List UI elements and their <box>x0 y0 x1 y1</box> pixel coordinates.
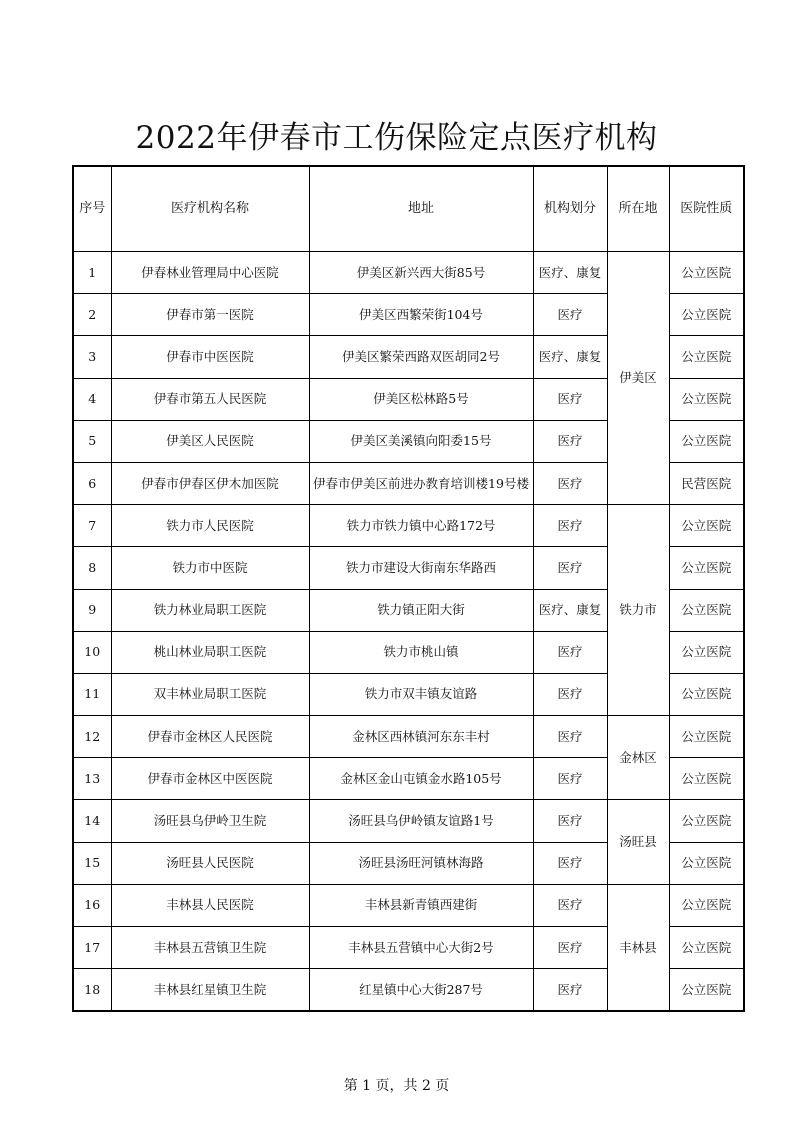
cell-nature: 公立医院 <box>669 378 744 420</box>
table-row <box>73 252 744 294</box>
header-index: 序号 <box>73 166 111 252</box>
cell-address: 铁力市桃山镇 <box>309 631 533 673</box>
cell-nature: 公立医院 <box>669 252 744 294</box>
cell-name: 伊春林业管理局中心医院 <box>111 252 309 294</box>
cell-name: 双丰林业局职工医院 <box>111 673 309 715</box>
cell-category: 医疗、康复 <box>533 589 607 631</box>
table-row <box>73 716 744 758</box>
cell-nature: 公立医院 <box>669 800 744 842</box>
cell-index: 1 <box>73 252 111 294</box>
cell-address: 铁力镇正阳大街 <box>309 589 533 631</box>
cell-index: 9 <box>73 589 111 631</box>
cell-district: 丰林县 <box>607 884 669 1011</box>
cell-index: 3 <box>73 336 111 378</box>
cell-category: 医疗 <box>533 800 607 842</box>
cell-index: 18 <box>73 969 111 1012</box>
cell-nature: 公立医院 <box>669 420 744 462</box>
table-row <box>73 800 744 842</box>
cell-index: 17 <box>73 927 111 969</box>
cell-address: 汤旺县汤旺河镇林海路 <box>309 842 533 884</box>
cell-name: 铁力市中医院 <box>111 547 309 589</box>
cell-name: 丰林县红星镇卫生院 <box>111 969 309 1012</box>
cell-index: 16 <box>73 884 111 926</box>
cell-district: 伊美区 <box>607 252 669 505</box>
cell-category: 医疗 <box>533 378 607 420</box>
cell-address: 伊美区松林路5号 <box>309 378 533 420</box>
cell-nature: 公立医院 <box>669 589 744 631</box>
header-address: 地址 <box>309 166 533 252</box>
cell-nature: 公立医院 <box>669 969 744 1012</box>
header-nature: 医院性质 <box>669 166 744 252</box>
cell-name: 伊春市第一医院 <box>111 294 309 336</box>
cell-nature: 公立医院 <box>669 505 744 547</box>
cell-nature: 公立医院 <box>669 884 744 926</box>
cell-category: 医疗、康复 <box>533 336 607 378</box>
cell-category: 医疗 <box>533 547 607 589</box>
cell-index: 10 <box>73 631 111 673</box>
cell-district: 汤旺县 <box>607 800 669 884</box>
cell-name: 丰林县五营镇卫生院 <box>111 927 309 969</box>
cell-name: 铁力市人民医院 <box>111 505 309 547</box>
cell-address: 汤旺县乌伊岭镇友谊路1号 <box>309 800 533 842</box>
cell-address: 伊春市伊美区前进办教育培训楼19号楼 <box>309 462 533 504</box>
cell-address: 铁力市双丰镇友谊路 <box>309 673 533 715</box>
cell-index: 14 <box>73 800 111 842</box>
cell-index: 4 <box>73 378 111 420</box>
cell-category: 医疗 <box>533 505 607 547</box>
cell-name: 汤旺县人民医院 <box>111 842 309 884</box>
header-name: 医疗机构名称 <box>111 166 309 252</box>
cell-address: 伊美区新兴西大街85号 <box>309 252 533 294</box>
cell-nature: 公立医院 <box>669 336 744 378</box>
cell-nature: 公立医院 <box>669 673 744 715</box>
cell-nature: 公立医院 <box>669 758 744 800</box>
cell-category: 医疗 <box>533 673 607 715</box>
cell-address: 丰林县新青镇西建街 <box>309 884 533 926</box>
cell-address: 丰林县五营镇中心大街2号 <box>309 927 533 969</box>
cell-index: 11 <box>73 673 111 715</box>
cell-name: 伊春市金林区人民医院 <box>111 716 309 758</box>
institution-table <box>72 165 745 1012</box>
cell-nature: 公立医院 <box>669 631 744 673</box>
cell-category: 医疗 <box>533 842 607 884</box>
cell-name: 伊春市中医医院 <box>111 336 309 378</box>
cell-address: 金林区金山屯镇金水路105号 <box>309 758 533 800</box>
cell-category: 医疗 <box>533 969 607 1012</box>
cell-name: 伊美区人民医院 <box>111 420 309 462</box>
cell-address: 伊美区繁荣西路双医胡同2号 <box>309 336 533 378</box>
cell-category: 医疗 <box>533 462 607 504</box>
cell-name: 铁力林业局职工医院 <box>111 589 309 631</box>
cell-category: 医疗 <box>533 420 607 462</box>
header-category: 机构划分 <box>533 166 607 252</box>
cell-index: 6 <box>73 462 111 504</box>
cell-category: 医疗 <box>533 294 607 336</box>
cell-index: 13 <box>73 758 111 800</box>
cell-name: 伊春市金林区中医医院 <box>111 758 309 800</box>
cell-category: 医疗 <box>533 631 607 673</box>
cell-category: 医疗 <box>533 716 607 758</box>
header-district: 所在地 <box>607 166 669 252</box>
cell-name: 伊春市伊春区伊木加医院 <box>111 462 309 504</box>
cell-index: 8 <box>73 547 111 589</box>
cell-name: 汤旺县乌伊岭卫生院 <box>111 800 309 842</box>
cell-nature: 公立医院 <box>669 927 744 969</box>
cell-name: 桃山林业局职工医院 <box>111 631 309 673</box>
cell-address: 铁力市铁力镇中心路172号 <box>309 505 533 547</box>
cell-index: 5 <box>73 420 111 462</box>
table-header-row <box>73 166 744 252</box>
cell-nature: 民营医院 <box>669 462 744 504</box>
cell-district: 铁力市 <box>607 505 669 716</box>
cell-category: 医疗 <box>533 758 607 800</box>
cell-index: 7 <box>73 505 111 547</box>
cell-nature: 公立医院 <box>669 842 744 884</box>
cell-index: 12 <box>73 716 111 758</box>
cell-name: 伊春市第五人民医院 <box>111 378 309 420</box>
cell-index: 2 <box>73 294 111 336</box>
cell-category: 医疗、康复 <box>533 252 607 294</box>
cell-nature: 公立医院 <box>669 716 744 758</box>
table-row <box>73 505 744 547</box>
cell-index: 15 <box>73 842 111 884</box>
cell-address: 红星镇中心大街287号 <box>309 969 533 1012</box>
cell-nature: 公立医院 <box>669 294 744 336</box>
cell-category: 医疗 <box>533 884 607 926</box>
cell-name: 丰林县人民医院 <box>111 884 309 926</box>
page-title: 2022年伊春市工伤保险定点医疗机构 <box>135 120 658 156</box>
cell-address: 伊美区美溪镇向阳委15号 <box>309 420 533 462</box>
cell-address: 伊美区西繁荣街104号 <box>309 294 533 336</box>
cell-address: 金林区西林镇河东东丰村 <box>309 716 533 758</box>
table-row <box>73 884 744 926</box>
cell-nature: 公立医院 <box>669 547 744 589</box>
page-footer: 第 1 页，共 2 页 <box>343 1078 450 1094</box>
cell-district: 金林区 <box>607 716 669 800</box>
cell-address: 铁力市建设大街南东华路西 <box>309 547 533 589</box>
cell-category: 医疗 <box>533 927 607 969</box>
